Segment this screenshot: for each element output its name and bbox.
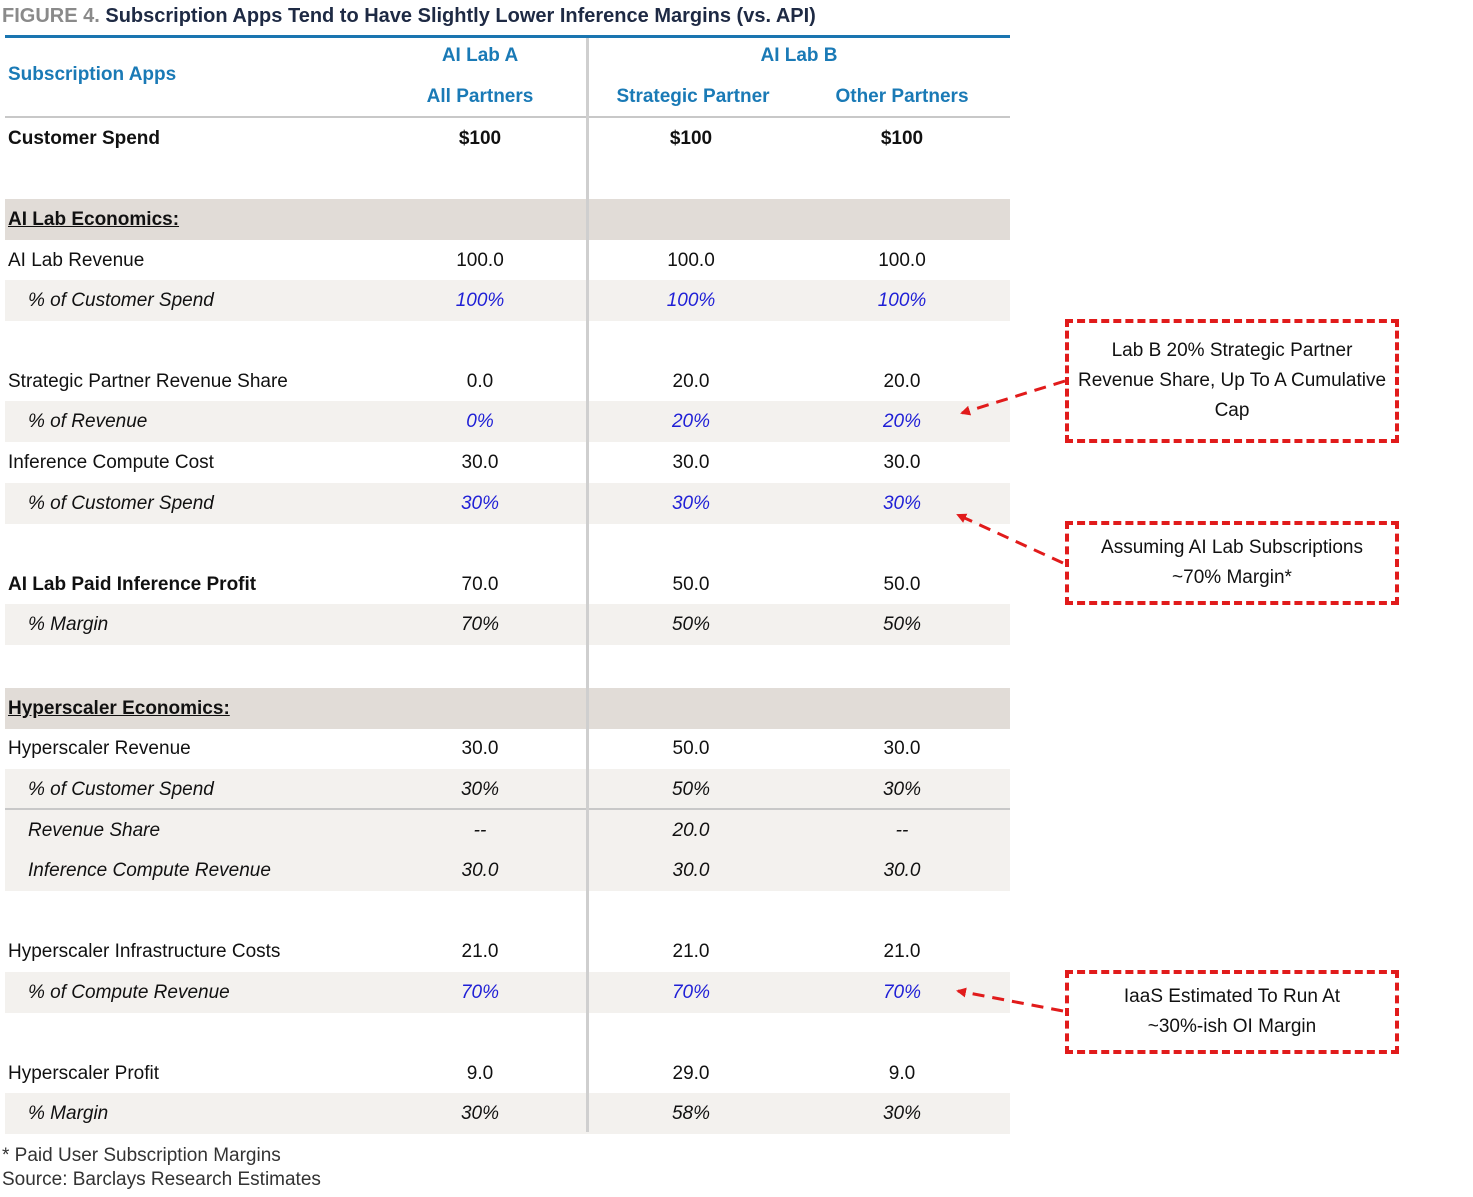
cell-value: 20% (671, 411, 711, 432)
cell-value: 30.0 (883, 452, 921, 473)
cell-value: 30% (460, 493, 500, 514)
row-label: Customer Spend (8, 128, 161, 149)
table-row-title: Subscription Apps (8, 64, 177, 85)
callout-line: IaaS Estimated To Run At (1123, 986, 1341, 1007)
cell-value: 50% (671, 779, 711, 800)
cell-value: 30.0 (672, 860, 710, 881)
cell-value: 50.0 (672, 574, 710, 595)
cell-value: $100 (458, 128, 502, 149)
cell-value: 9.0 (888, 1063, 916, 1084)
arrow-to-compute-cost (958, 515, 1063, 563)
cell-value: 21.0 (883, 941, 921, 962)
callout-line: Lab B 20% Strategic Partner (1111, 340, 1353, 361)
cell-value: 70% (460, 614, 500, 635)
cell-value: 30.0 (461, 860, 499, 881)
cell-value: 100% (877, 290, 927, 311)
cell-value: 50% (671, 614, 711, 635)
cell-value: -- (895, 820, 909, 841)
cell-value: $100 (669, 128, 713, 149)
row-label: Strategic Partner Revenue Share (8, 371, 288, 392)
cell-value: 30% (882, 493, 922, 514)
cell-value: 100% (455, 290, 505, 311)
callout-line: Revenue Share, Up To A Cumulative (1077, 370, 1387, 391)
row-label: Hyperscaler Infrastructure Costs (8, 941, 281, 962)
cell-value: 100.0 (878, 250, 926, 271)
cell-value: 20% (882, 411, 922, 432)
cell-value: 30% (460, 779, 500, 800)
cell-value: $100 (880, 128, 924, 149)
cell-value: 30% (460, 1103, 500, 1124)
cell-value: 20.0 (672, 820, 710, 841)
source-note: Source: Barclays Research Estimates (2, 1169, 321, 1190)
row-label: Inference Compute Revenue (28, 860, 271, 881)
cell-value: 30% (882, 779, 922, 800)
header-lab-b: AI Lab B (760, 45, 838, 66)
row-label: % of Customer Spend (28, 290, 214, 311)
cell-value: 20.0 (672, 371, 710, 392)
cell-value: 21.0 (461, 941, 499, 962)
figure-title-text: Subscription Apps Tend to Have Slightly Lower Inference Margins (vs. API) (105, 5, 816, 27)
cell-value: 70% (671, 982, 711, 1003)
row-label: Revenue Share (28, 820, 161, 841)
section-label: Hyperscaler Economics: (8, 698, 230, 719)
row-label: % of Revenue (28, 411, 148, 432)
cell-value: 30.0 (461, 738, 499, 759)
row-label: % of Customer Spend (28, 779, 214, 800)
cell-value: 100.0 (667, 250, 715, 271)
cell-value: 58% (671, 1103, 711, 1124)
callout-line: Assuming AI Lab Subscriptions (1101, 537, 1363, 558)
cell-value: 9.0 (466, 1063, 494, 1084)
cell-value: 30% (671, 493, 711, 514)
cell-value: 100% (666, 290, 716, 311)
row-label: % of Customer Spend (28, 493, 214, 514)
cell-value: 70.0 (461, 574, 499, 595)
row-label: AI Lab Revenue (8, 250, 145, 271)
header-col-other-partners: Other Partners (835, 86, 969, 107)
row-label: AI Lab Paid Inference Profit (8, 574, 257, 595)
row-label: % Margin (28, 614, 109, 635)
row-label: Hyperscaler Profit (8, 1063, 159, 1084)
cell-value: 0% (466, 411, 494, 432)
cell-value: 70% (882, 982, 922, 1003)
callout-line: Cap (1214, 400, 1250, 421)
callout-line: ~30%-ish OI Margin (1147, 1016, 1317, 1037)
cell-value: 100.0 (456, 250, 504, 271)
cell-value: -- (473, 820, 487, 841)
cell-value: 50.0 (883, 574, 921, 595)
cell-value: 0.0 (466, 371, 494, 392)
cell-value: 30.0 (672, 452, 710, 473)
cell-value: 70% (460, 982, 500, 1003)
figure-label: FIGURE 4. (2, 5, 100, 27)
header-col-strategic-partner: Strategic Partner (616, 86, 770, 107)
arrow-to-partner-share (962, 381, 1065, 413)
section-label: AI Lab Economics: (8, 209, 180, 230)
cell-value: 29.0 (672, 1063, 710, 1084)
callout-line: ~70% Margin* (1172, 567, 1292, 588)
cell-value: 30.0 (883, 738, 921, 759)
cell-value: 50% (882, 614, 922, 635)
cell-value: 21.0 (672, 941, 710, 962)
row-label: Inference Compute Cost (8, 452, 214, 473)
cell-value: 30.0 (883, 860, 921, 881)
footnote: * Paid User Subscription Margins (2, 1145, 281, 1166)
cell-value: 30% (882, 1103, 922, 1124)
cell-value: 30.0 (461, 452, 499, 473)
row-label: % of Compute Revenue (28, 982, 230, 1003)
cell-value: 20.0 (883, 371, 921, 392)
row-label: % Margin (28, 1103, 109, 1124)
row-label: Hyperscaler Revenue (8, 738, 191, 759)
cell-value: 50.0 (672, 738, 710, 759)
header-lab-a: AI Lab A (441, 45, 519, 66)
header-col-all-partners: All Partners (426, 86, 534, 107)
arrow-to-infra-pct (958, 991, 1063, 1011)
